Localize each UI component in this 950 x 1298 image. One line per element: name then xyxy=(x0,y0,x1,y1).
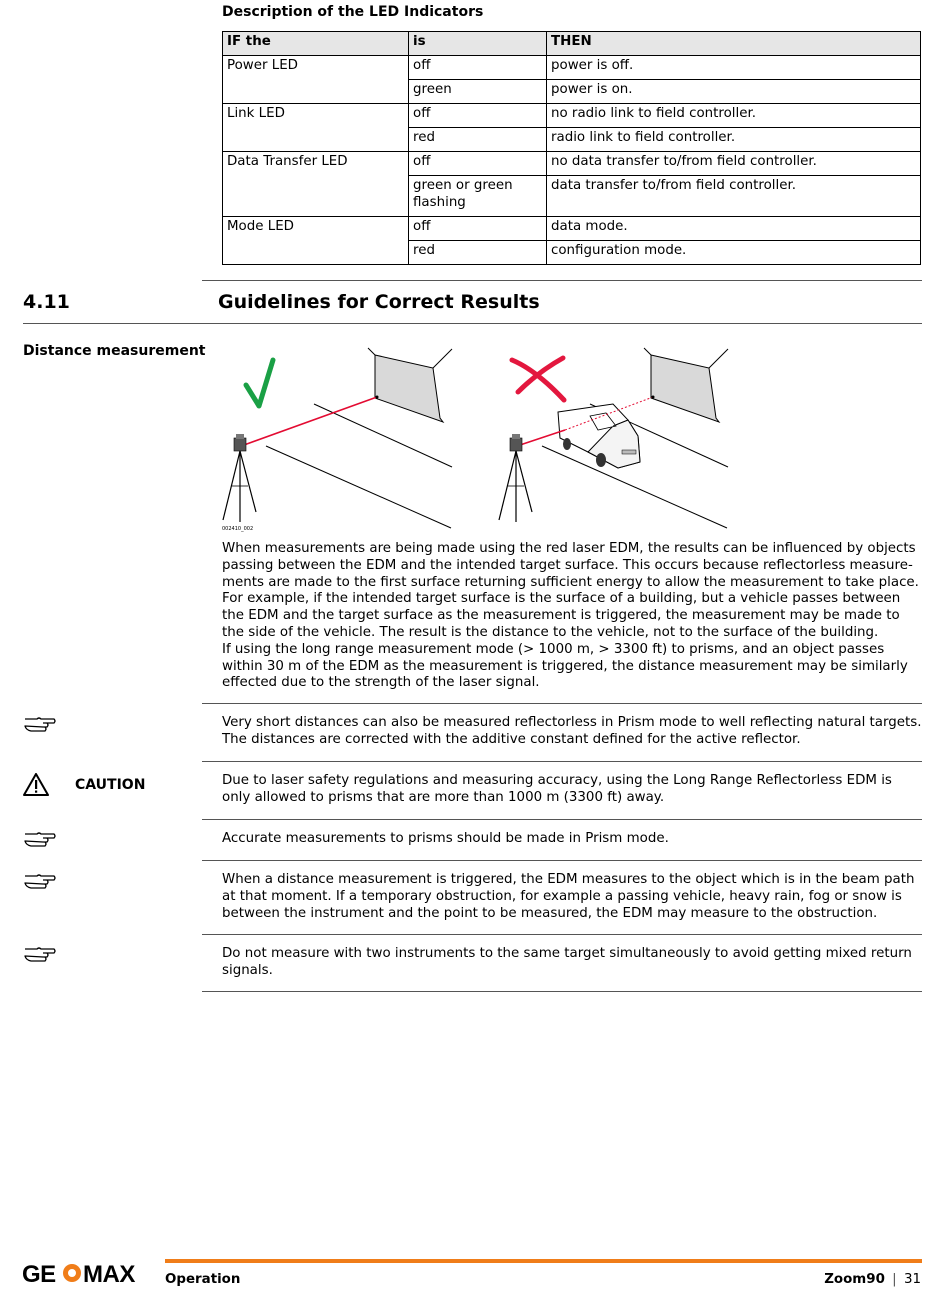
led-meaning: power is on. xyxy=(547,80,921,104)
led-meaning: radio link to field controller. xyxy=(547,128,921,152)
divider xyxy=(202,703,922,704)
footer-separator: | xyxy=(892,1272,897,1287)
distance-paragraph-1: When measurements are being made using the red laser EDM, the results can be influenced by objects passing between the EDM and the intended target surface. This occurs because reflectorless measure-ments are made to the first surface returning sufficient energy to allow the measurement to take place. For example, if the intended target surface is the surface of a building, but a vehicle passes between the EDM and the target surface as the measurement is triggered, the measurement may be made to the side of the vehicle. The result is the distance to the vehicle, not to the surface of the building. xyxy=(222,541,919,640)
wall-shape xyxy=(651,355,719,422)
warning-triangle-icon xyxy=(23,773,49,796)
divider xyxy=(202,934,922,935)
divider xyxy=(202,761,922,762)
hand-pointer-icon xyxy=(23,715,57,733)
side-label-distance: Distance measurement xyxy=(23,343,206,359)
footer-page-info xyxy=(824,1272,921,1287)
incorrect-scene xyxy=(499,348,728,528)
led-name: Link LED xyxy=(223,104,409,152)
note-1: Very short distances can also be measured reflectorless in Prism mode to well reflecting natural targets. The distances are corrected with the additive constant defined for the active reflector. xyxy=(222,715,922,747)
laser-beam xyxy=(244,397,377,445)
footer-section: Operation xyxy=(165,1272,241,1287)
total-station xyxy=(499,434,532,522)
table-row xyxy=(223,104,921,128)
divider xyxy=(202,280,922,281)
note-3: When a distance measurement is triggered, the EDM measures to the object which is in the beam path at that moment. If a temporary obstruction, for example a passing vehicle, heavy rain, fog or snow is between the instrument and the point to be measured, the EDM may measure to the obstruction. xyxy=(222,872,915,921)
led-table-title: Description of the LED Indicators xyxy=(222,4,484,20)
led-name: Data Transfer LED xyxy=(223,152,409,217)
section-number: 4.11 xyxy=(23,291,70,313)
section-title: Guidelines for Correct Results xyxy=(218,291,540,313)
led-state: off xyxy=(409,217,547,241)
geomax-logo xyxy=(22,1261,152,1285)
led-meaning: no data transfer to/from field controller. xyxy=(547,152,921,176)
table-row xyxy=(223,56,921,80)
led-state: green xyxy=(409,80,547,104)
led-meaning: configuration mode. xyxy=(547,241,921,265)
led-name: Mode LED xyxy=(223,217,409,265)
header-if: IF the xyxy=(223,32,409,56)
table-row xyxy=(223,217,921,241)
divider xyxy=(202,819,922,820)
check-icon xyxy=(246,360,273,406)
led-state: off xyxy=(409,104,547,128)
led-meaning: data transfer to/from field controller. xyxy=(547,176,921,217)
footer-product: Zoom90 xyxy=(824,1272,885,1287)
led-meaning: power is off. xyxy=(547,56,921,80)
header-then: THEN xyxy=(547,32,921,56)
note-2: Accurate measurements to prisms should be made in Prism mode. xyxy=(222,831,669,846)
svg-text:GE: GE xyxy=(22,1261,56,1285)
svg-text:MAX: MAX xyxy=(83,1261,135,1285)
led-table xyxy=(222,31,921,265)
led-state: off xyxy=(409,152,547,176)
table-row xyxy=(223,152,921,176)
led-state: red xyxy=(409,128,547,152)
led-state: red xyxy=(409,241,547,265)
led-state: off xyxy=(409,56,547,80)
wall-shape xyxy=(375,355,443,422)
correct-scene xyxy=(222,348,452,532)
total-station xyxy=(223,434,256,522)
header-is: is xyxy=(409,32,547,56)
note-4: Do not measure with two instruments to the same target simultaneously to avoid getting mixed return signals. xyxy=(222,946,912,978)
caution-text: Due to laser safety regulations and measuring accuracy, using the Long Range Reflectorless EDM is only allowed to prisms that are more than 1000 m (3300 ft) away. xyxy=(222,773,892,805)
cross-icon xyxy=(512,358,564,400)
led-name: Power LED xyxy=(223,56,409,104)
divider xyxy=(23,323,922,324)
led-state: green or green flashing xyxy=(409,176,547,217)
laser-beam xyxy=(520,430,565,445)
divider xyxy=(202,991,922,992)
table-header-row xyxy=(223,32,921,56)
led-meaning: data mode. xyxy=(547,217,921,241)
distance-paragraph xyxy=(222,541,922,692)
divider xyxy=(202,860,922,861)
footer-page-number: 31 xyxy=(903,1272,921,1287)
figure-id: 002410_002 xyxy=(222,526,254,532)
caution-label: CAUTION xyxy=(75,777,146,793)
footer-accent-bar xyxy=(165,1259,922,1263)
distance-paragraph-2: If using the long range measurement mode (> 1000 m, > 3300 ft) to prisms, and an object passes within 30 m of the EDM as the measurement is triggered, the distance measurement may be similarly effected due to the strength of the laser signal. xyxy=(222,641,908,691)
led-meaning: no radio link to field controller. xyxy=(547,104,921,128)
hand-pointer-icon xyxy=(23,945,57,963)
hand-pointer-icon xyxy=(23,872,57,890)
distance-figure xyxy=(218,340,738,536)
hand-pointer-icon xyxy=(23,830,57,848)
